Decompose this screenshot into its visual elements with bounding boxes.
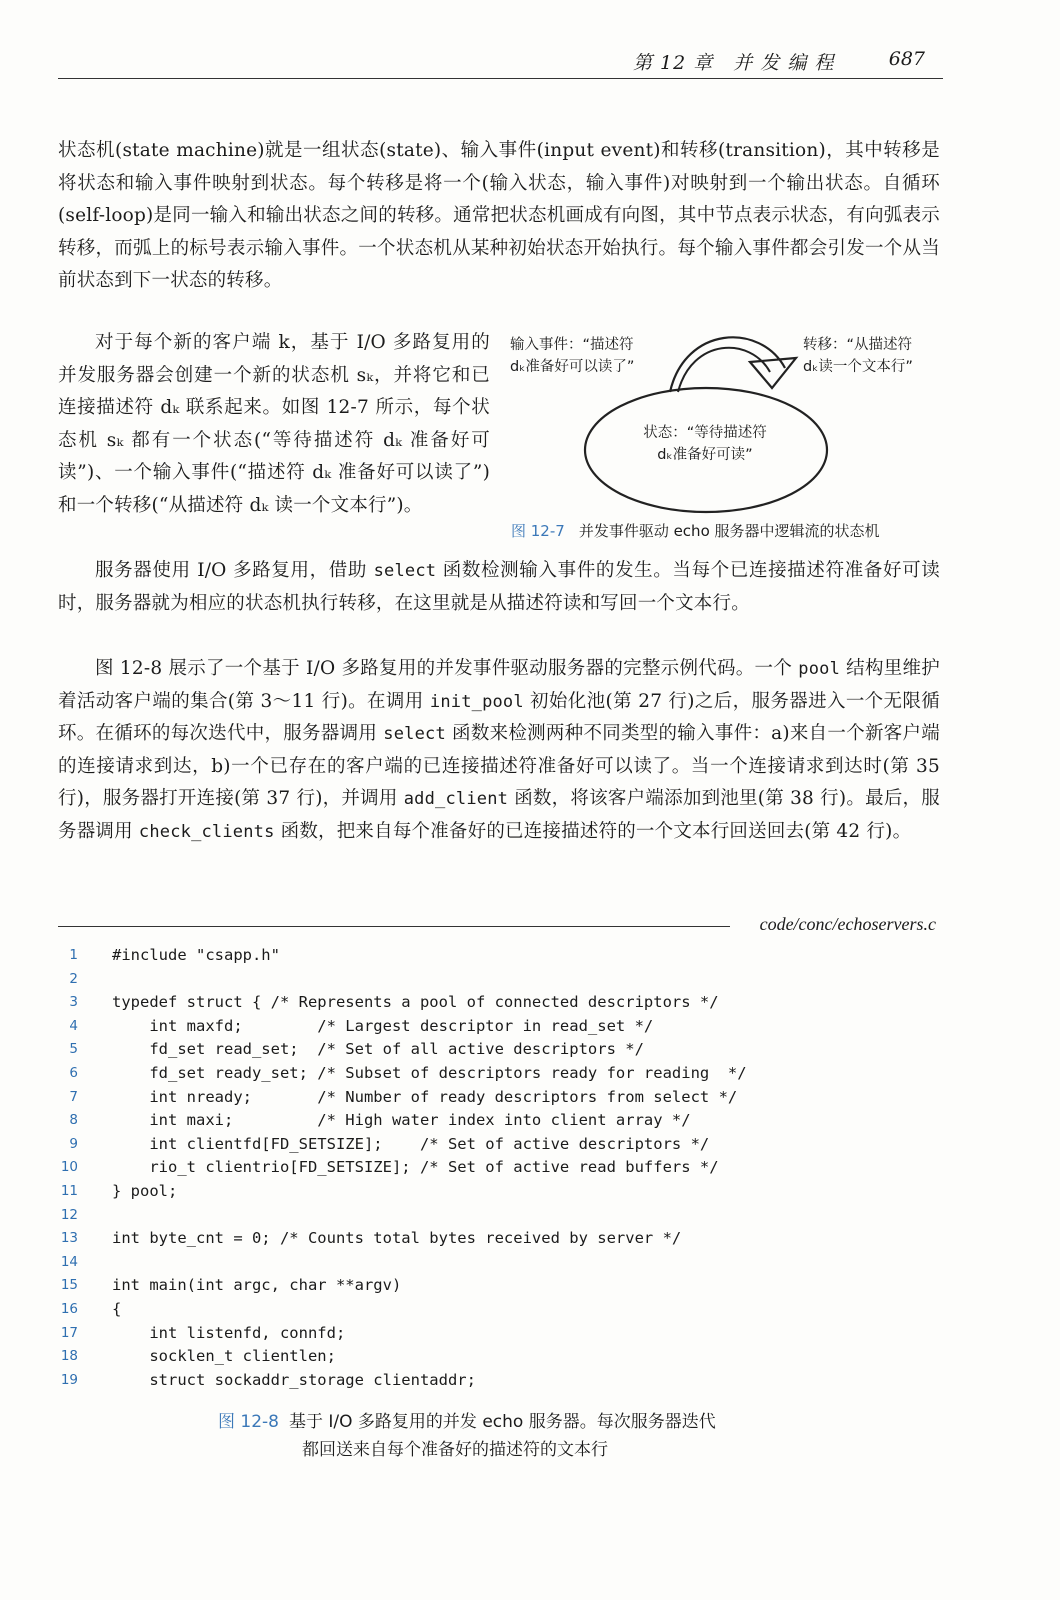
code-listing bbox=[60, 944, 940, 1392]
code-line bbox=[60, 1109, 940, 1133]
code-text: } pool; bbox=[112, 1181, 178, 1200]
figure-number: 图 12-8 bbox=[218, 1412, 279, 1432]
figure-caption-text: 基于 I/O 多路复用的并发 echo 服务器。每次服务器迭代 bbox=[289, 1412, 716, 1432]
inline-code: check_clients bbox=[138, 821, 275, 842]
code-text: socklen_t clientlen; bbox=[112, 1347, 336, 1366]
line-number: 14 bbox=[60, 1253, 78, 1270]
line-number: 19 bbox=[60, 1371, 78, 1388]
code-line bbox=[60, 1298, 940, 1322]
state-label: 状态：“等待描述符 dₖ准备好可读” bbox=[643, 425, 767, 463]
paragraph-select-usage: 服务器使用 I/O 多路复用，借助 select 函数检测输入事件的发生。当每个已连接描述符准备好可读时，服务器就为相应的状态机执行转移，在这里就是从描述符读和写回一个文本行。 bbox=[58, 560, 940, 614]
code-line bbox=[60, 968, 940, 992]
code-source-filename: code/conc/echoservers.c bbox=[759, 914, 936, 934]
code-line bbox=[60, 1015, 940, 1039]
input-event-label: 输入事件：“描述符 dₖ准备好可以读了” bbox=[510, 337, 635, 375]
code-line bbox=[60, 1204, 940, 1228]
paragraph-new-client: 对于每个新的客户端 k，基于 I/O 多路复用的并发服务器会创建一个新的状态机 sₖ，并将它和已连接描述符 dₖ 联系起来。如图 12-7 所示，每个状态机 sₖ 都有一个状态(“等待描述符 dₖ 准备好可读”)、一个输入事件(“描述符 dₖ 准备好可以读了”)和一个转移(“从描述符 dₖ 读一个文本行”)。 bbox=[58, 332, 490, 516]
line-number: 18 bbox=[60, 1348, 78, 1365]
code-text: int clientfd[FD_SETSIZE]; /* Set of active descriptors */ bbox=[112, 1134, 710, 1153]
code-text: int maxi; /* High water index into client array */ bbox=[112, 1111, 691, 1130]
inline-code: add_client bbox=[403, 789, 509, 809]
code-line bbox=[60, 1086, 940, 1110]
code-line bbox=[60, 991, 940, 1015]
chapter-title: 第 12 章 并 发 编 程 bbox=[633, 52, 835, 74]
code-line bbox=[60, 1227, 940, 1251]
line-number: 15 bbox=[60, 1277, 78, 1294]
code-line bbox=[60, 944, 940, 968]
line-number: 13 bbox=[60, 1230, 78, 1247]
line-number: 12 bbox=[60, 1206, 78, 1223]
code-text: int maxfd; /* Largest descriptor in read_set */ bbox=[112, 1016, 654, 1035]
line-number: 6 bbox=[69, 1064, 78, 1081]
code-text: int nready; /* Number of ready descriptors from select */ bbox=[112, 1087, 738, 1106]
arrowhead-icon bbox=[750, 358, 796, 388]
line-number: 17 bbox=[60, 1324, 78, 1341]
line-number: 1 bbox=[69, 947, 78, 963]
code-line bbox=[60, 1038, 940, 1062]
paragraph-server-description: 图 12-8 展示了一个基于 I/O 多路复用的并发事件驱动服务器的完整示例代码。一个 pool 结构里维护着活动客户端的集合(第 3～11 行)。在调用 init_pool 初始化池(第 27 行)之后，服务器进入一个无限循环。在循环的每次迭代中，服务器调用 select 函数来检测两种不同类型的输入事件：a)来自一个新客户端的连接请求到达，b)一个已存在的客户端的已连接描述符准备好可以读了。当一个连接请求到达时(第 35 行)，服务器打开连接(第 37 行)，并调用 add_client 函数，将该客户端添加到池里(第 38 行)。最后，服务器调用 check_clients 函数，把来自每个准备好的已连接描述符的一个文本行回送回去(第 42 行)。 bbox=[58, 658, 940, 842]
page-header bbox=[58, 44, 943, 79]
code-text: typedef struct { /* Represents a pool of connected descriptors */ bbox=[112, 993, 719, 1012]
figure-number: 图 12-7 bbox=[511, 522, 565, 540]
code-text: int byte_cnt = 0; /* Counts total bytes received by server */ bbox=[112, 1229, 682, 1248]
code-source-rule bbox=[58, 926, 730, 927]
code-text: { bbox=[112, 1299, 122, 1318]
code-line bbox=[60, 1322, 940, 1346]
code-line bbox=[60, 1345, 940, 1369]
code-source-bar bbox=[58, 913, 940, 939]
code-text: fd_set ready_set; /* Subset of descriptors ready for reading */ bbox=[112, 1063, 747, 1082]
inline-code: init_pool bbox=[429, 691, 524, 712]
code-text: int main(int argc, char **argv) bbox=[112, 1276, 402, 1295]
inline-code: pool bbox=[798, 659, 841, 679]
inline-code: select bbox=[383, 724, 446, 744]
code-line bbox=[60, 1156, 940, 1180]
code-line bbox=[60, 1062, 940, 1086]
line-number: 9 bbox=[69, 1135, 78, 1152]
page-number: 687 bbox=[888, 48, 925, 70]
transition-label: 转移：“从描述符 dₖ读一个文本行” bbox=[803, 337, 913, 375]
code-text: rio_t clientrio[FD_SETSIZE]; /* Set of active read buffers */ bbox=[112, 1158, 719, 1177]
line-number: 10 bbox=[60, 1159, 78, 1176]
line-number: 8 bbox=[69, 1112, 78, 1129]
line-number: 4 bbox=[69, 1017, 78, 1034]
code-line bbox=[60, 1251, 940, 1275]
line-number: 3 bbox=[69, 994, 78, 1011]
code-line bbox=[60, 1274, 940, 1298]
code-line bbox=[60, 1180, 940, 1204]
line-number: 5 bbox=[69, 1041, 78, 1058]
figure-caption-text: 并发事件驱动 echo 服务器中逻辑流的状态机 bbox=[578, 522, 880, 540]
inline-code: select bbox=[373, 561, 437, 581]
code-line bbox=[60, 1133, 940, 1157]
code-text: fd_set read_set; /* Set of all active descriptors */ bbox=[112, 1040, 644, 1059]
code-text: int listenfd, connfd; bbox=[112, 1323, 346, 1342]
figure-12-7-caption bbox=[511, 520, 880, 541]
paragraph-state-machine: 状态机(state machine)就是一组状态(state)、输入事件(input event)和转移(transition)，其中转移是将状态和输入事件映射到状态。每个转移是将一个(输入状态，输入事件)对映射到一个输出状态。自循环(self-loop)是同一输入和输出状态之间的转移。通常把状态机画成有向图，其中节点表示状态，有向弧表示转移，而弧上的标号表示输入事件。一个状态机从某种初始状态开始执行。每个输入事件都会引发一个从当前状态到下一状态的转移。 bbox=[58, 140, 940, 291]
code-line bbox=[60, 1369, 940, 1393]
line-number: 2 bbox=[69, 970, 78, 987]
line-number: 16 bbox=[60, 1300, 78, 1317]
code-text: struct sockaddr_storage clientaddr; bbox=[112, 1370, 476, 1389]
code-text: #include "csapp.h" bbox=[112, 946, 280, 964]
figure-12-8-caption bbox=[218, 1408, 838, 1464]
line-number: 11 bbox=[60, 1182, 78, 1199]
figure-12-7-state-machine bbox=[500, 328, 950, 548]
line-number: 7 bbox=[69, 1088, 78, 1105]
figure-caption-text-cont: 都回送来自每个准备好的描述符的文本行 bbox=[302, 1440, 608, 1460]
